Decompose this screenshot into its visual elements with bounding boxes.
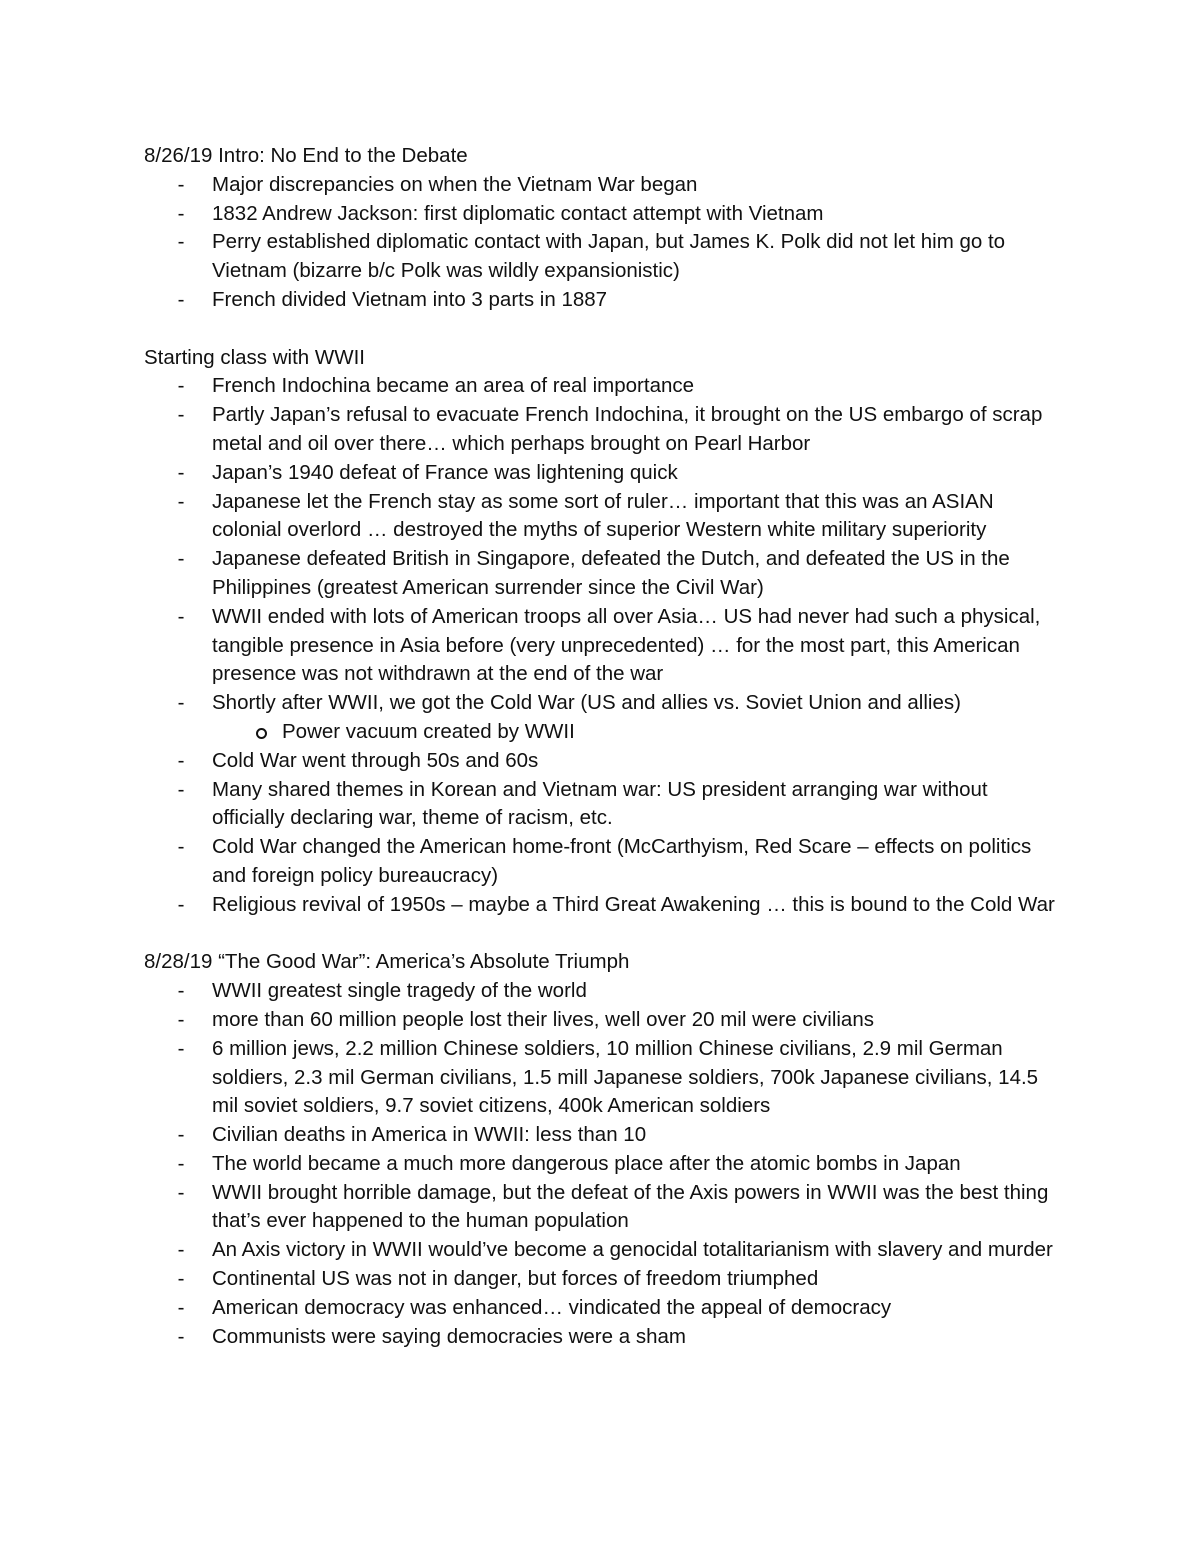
dash-bullet: - <box>177 1267 185 1291</box>
list-item <box>144 401 1064 459</box>
list-item <box>144 1179 1064 1237</box>
list-item <box>144 545 1064 603</box>
dash-bullet: - <box>177 230 185 254</box>
list-item-text: WWII greatest single tragedy of the world <box>212 979 587 1003</box>
list-item <box>144 689 1064 747</box>
dash-bullet: - <box>177 1180 185 1204</box>
list-item <box>144 1323 1064 1352</box>
list-item-text: Major discrepancies on when the Vietnam War began <box>212 172 698 196</box>
section-wwii-start <box>144 344 1064 920</box>
sub-list-item <box>212 718 1064 747</box>
dash-bullet: - <box>177 201 185 225</box>
list-item-text: Many shared themes in Korean and Vietnam war: US president arranging war without officially declaring war, theme of racism, etc. <box>212 777 988 830</box>
spacer <box>144 315 1064 344</box>
spacer <box>144 920 1064 949</box>
dash-bullet: - <box>177 748 185 772</box>
list-item-text: Cold War changed the American home-front (McCarthyism, Red Scare – effects on politics and foreign policy bureaucracy) <box>212 835 1032 887</box>
dash-bullet: - <box>177 287 185 311</box>
list-item <box>144 1006 1064 1035</box>
dash-bullet: - <box>177 403 185 427</box>
list-item <box>144 1236 1064 1265</box>
circle-bullet-icon <box>256 728 267 739</box>
dash-bullet: - <box>177 979 185 1003</box>
dash-bullet: - <box>177 1123 185 1147</box>
section-good-war <box>144 948 1064 1351</box>
list-item <box>144 171 1064 200</box>
bullet-list <box>144 977 1064 1351</box>
list-item-text: Japanese let the French stay as some sort of ruler… important that this was an ASIAN colonial overlord … destroyed the myths of superior Western white military superiority <box>212 489 994 542</box>
list-item <box>144 891 1064 920</box>
dash-bullet: - <box>177 835 185 859</box>
dash-bullet: - <box>177 1151 185 1175</box>
section-heading: Starting class with WWII <box>144 345 365 369</box>
list-item-text: Communists were saying democracies were a sham <box>212 1324 686 1348</box>
list-item-text: American democracy was enhanced… vindicated the appeal of democracy <box>212 1295 892 1319</box>
bullet-list <box>144 372 1064 919</box>
dash-bullet: - <box>177 691 185 715</box>
dash-bullet: - <box>177 547 185 571</box>
dash-bullet: - <box>177 172 185 196</box>
list-item-text: Civilian deaths in America in WWII: less than 10 <box>212 1123 647 1147</box>
list-item <box>144 286 1064 315</box>
list-item-text: An Axis victory in WWII would’ve become a genocidal totalitarianism with slavery and murder <box>212 1238 1053 1262</box>
list-item <box>144 372 1064 401</box>
document-body <box>144 142 1064 1351</box>
list-item-text: French Indochina became an area of real importance <box>212 374 695 398</box>
list-item-text: WWII brought horrible damage, but the defeat of the Axis powers in WWII was the best thing that’s ever happened to the human population <box>212 1180 1049 1233</box>
list-item <box>144 1294 1064 1323</box>
dash-bullet: - <box>177 460 185 484</box>
bullet-list <box>144 171 1064 315</box>
list-item <box>144 833 1064 891</box>
list-item-text: Japan’s 1940 defeat of France was lightening quick <box>212 460 678 484</box>
dash-bullet: - <box>177 1324 185 1348</box>
list-item <box>144 228 1064 286</box>
list-item <box>144 776 1064 834</box>
section-intro <box>144 142 1064 315</box>
list-item-text: French divided Vietnam into 3 parts in 1887 <box>212 287 608 311</box>
list-item-text: Japanese defeated British in Singapore, defeated the Dutch, and defeated the US in the Philippines (greatest American surrender since the Civil War) <box>212 547 1010 599</box>
section-heading: 8/26/19 Intro: No End to the Debate <box>144 144 468 167</box>
sub-list-item-text: Power vacuum created by WWII <box>282 719 575 743</box>
list-item <box>144 488 1064 546</box>
dash-bullet: - <box>177 1036 185 1060</box>
list-item-text: more than 60 million people lost their lives, well over 20 mil were civilians <box>212 1007 874 1031</box>
list-item-text: Cold War went through 50s and 60s <box>212 748 539 772</box>
list-item-text: Continental US was not in danger, but forces of freedom triumphed <box>212 1267 819 1291</box>
dash-bullet: - <box>177 1295 185 1319</box>
list-item-text: 6 million jews, 2.2 million Chinese soldiers, 10 million Chinese civilians, 2.9 mil German soldiers, 2.3 mil German civilians, 1.5 mill Japanese soldiers, 700k Japanese civilians, 14.5 mil soviet soldiers, 9.7 soviet citizens, 400k American soldiers <box>212 1036 1039 1118</box>
list-item <box>144 200 1064 229</box>
dash-bullet: - <box>177 604 185 628</box>
list-item-text: 1832 Andrew Jackson: first diplomatic contact attempt with Vietnam <box>212 201 824 225</box>
list-item <box>144 1035 1064 1121</box>
list-item <box>144 459 1064 488</box>
list-item <box>144 747 1064 776</box>
section-heading: 8/28/19 “The Good War”: America’s Absolute Triumph <box>144 950 630 974</box>
list-item-text: Perry established diplomatic contact with Japan, but James K. Polk did not let him go to Vietnam (bizarre b/c Polk was wildly expansionistic) <box>212 230 1006 283</box>
list-item-text: The world became a much more dangerous place after the atomic bombs in Japan <box>212 1151 961 1175</box>
dash-bullet: - <box>177 777 185 801</box>
dash-bullet: - <box>177 1007 185 1031</box>
dash-bullet: - <box>177 489 185 513</box>
list-item <box>144 603 1064 689</box>
sub-bullet-list <box>212 718 1064 747</box>
list-item-text: Religious revival of 1950s – maybe a Third Great Awakening … this is bound to the Cold War <box>212 892 1055 916</box>
list-item-text: Partly Japan’s refusal to evacuate French Indochina, it brought on the US embargo of scrap metal and oil over there… which perhaps brought on Pearl Harbor <box>212 403 1043 455</box>
list-item <box>144 977 1064 1006</box>
list-item-text: WWII ended with lots of American troops all over Asia… US had never had such a physical, tangible presence in Asia before (very unprecedented) … for the most part, this American presence was not withdrawn at the end of the war <box>212 604 1041 686</box>
list-item <box>144 1150 1064 1179</box>
list-item <box>144 1121 1064 1150</box>
list-item <box>144 1265 1064 1294</box>
dash-bullet: - <box>177 1238 185 1262</box>
dash-bullet: - <box>177 892 185 916</box>
list-item-text: Shortly after WWII, we got the Cold War (US and allies vs. Soviet Union and allies) <box>212 691 961 715</box>
dash-bullet: - <box>177 374 185 398</box>
